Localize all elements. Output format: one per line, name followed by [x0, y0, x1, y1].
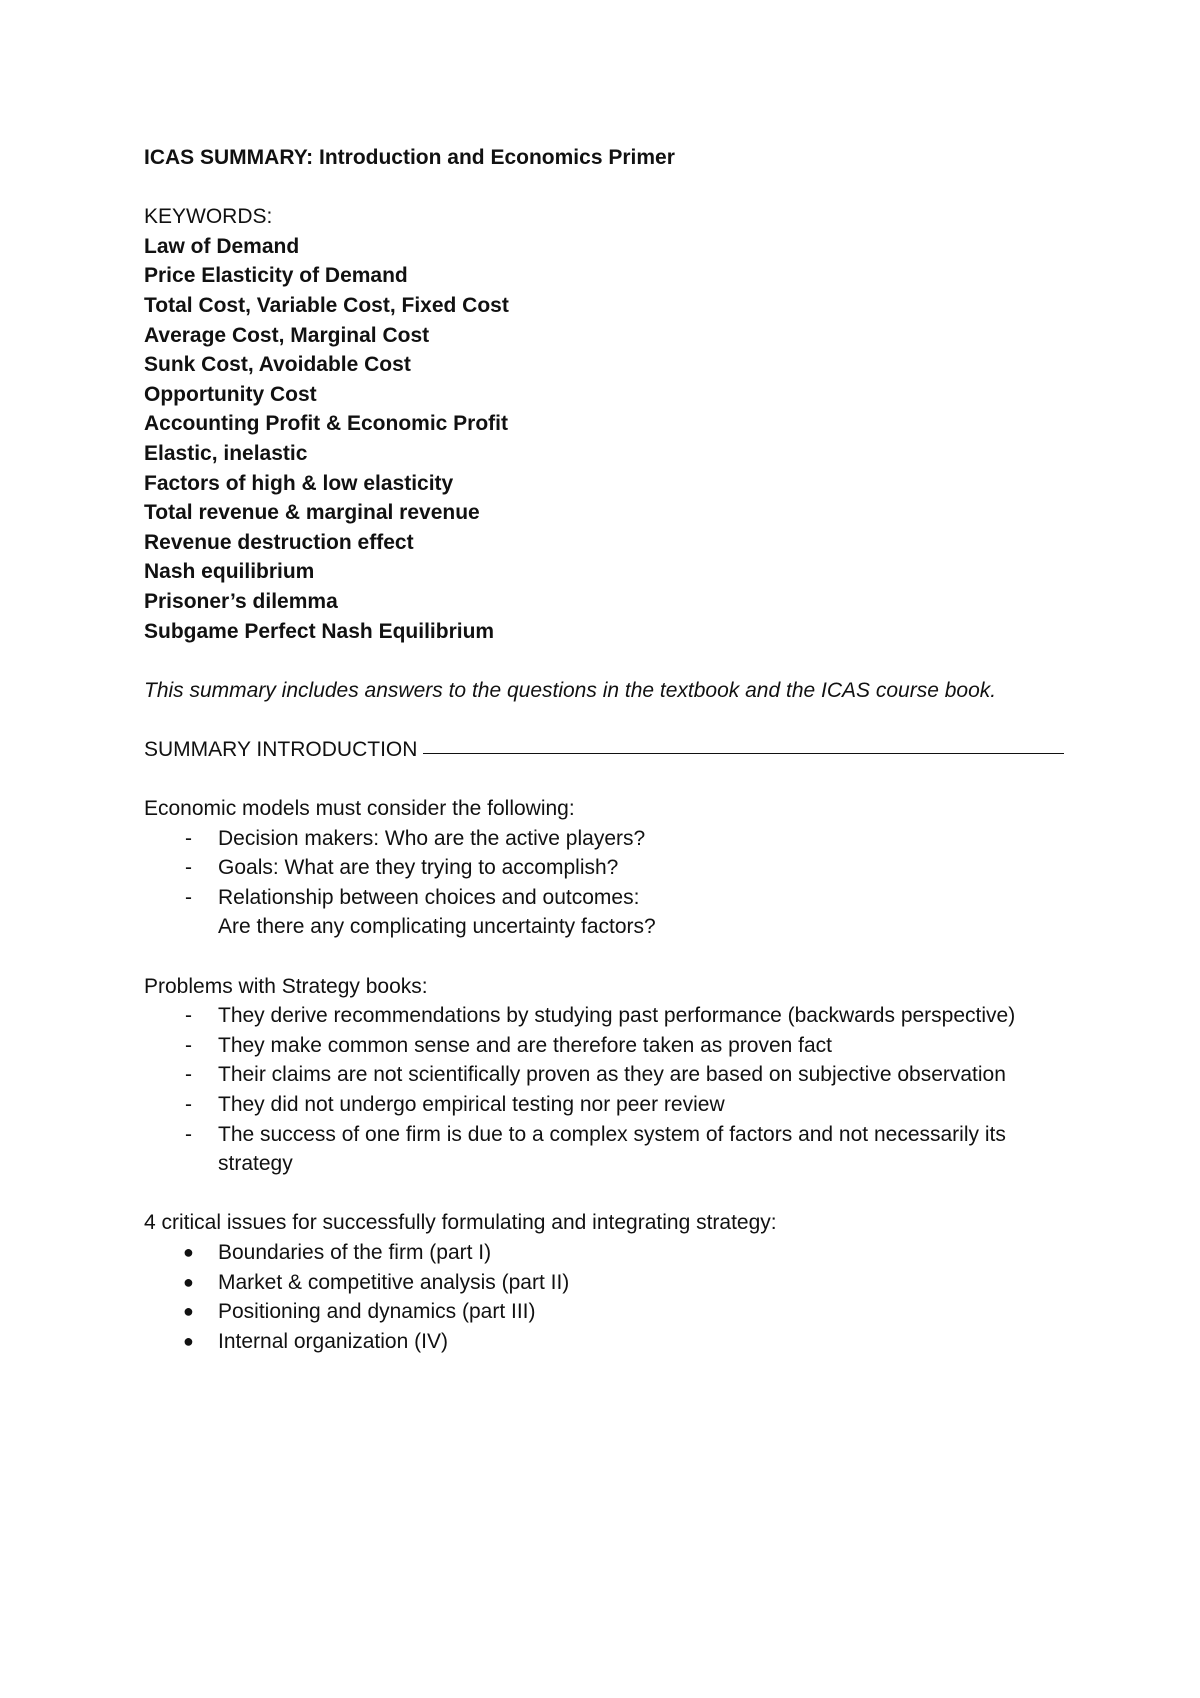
list-item: ● Boundaries of the firm (part I)	[144, 1238, 1064, 1268]
problems-intro: Problems with Strategy books:	[144, 974, 428, 998]
bullet-icon: ●	[183, 1330, 194, 1351]
list-item: - They make common sense and are therefore taken as proven fact	[144, 1031, 1064, 1061]
heading-underline-rule	[423, 752, 1064, 754]
keywords-heading: KEYWORDS:	[144, 205, 273, 229]
list-item: - Goals: What are they trying to accomplish?	[144, 853, 1064, 883]
models-list	[144, 824, 1064, 942]
spacer	[144, 173, 1064, 203]
list-item: - The success of one firm is due to a complex system of factors and not necessarily its strategy	[144, 1120, 1064, 1179]
list-item: - They did not undergo empirical testing nor peer review	[144, 1090, 1064, 1120]
dash-marker: -	[185, 1033, 192, 1057]
issues-intro: 4 critical issues for successfully formulating and integrating strategy:	[144, 1211, 777, 1235]
summary-note: This summary includes answers to the questions in the textbook and the ICAS course book.	[144, 678, 997, 702]
document-title: ICAS SUMMARY: Introduction and Economics Primer	[144, 146, 675, 169]
bullet-icon: ●	[183, 1241, 194, 1262]
list-item: - Relationship between choices and outcomes:	[144, 883, 1064, 913]
dash-marker: -	[185, 885, 192, 909]
keyword-item: Sunk Cost, Avoidable Cost	[144, 353, 411, 377]
dash-marker: -	[185, 1004, 192, 1028]
spacer	[144, 705, 1064, 735]
keyword-item: Revenue destruction effect	[144, 530, 414, 554]
keyword-item: Prisoner’s dilemma	[144, 589, 338, 613]
keyword-item: Factors of high & low elasticity	[144, 471, 454, 495]
list-item: - Decision makers: Who are the active players?	[144, 824, 1064, 854]
keyword-item: Law of Demand	[144, 234, 300, 258]
problems-list	[144, 1001, 1064, 1179]
bullet-icon: ●	[183, 1271, 194, 1292]
keyword-item: Subgame Perfect Nash Equilibrium	[144, 619, 495, 643]
issues-list	[144, 1238, 1064, 1356]
spacer	[144, 646, 1064, 676]
dash-marker: -	[185, 826, 192, 850]
list-item: ● Internal organization (IV)	[144, 1327, 1064, 1357]
dash-marker: -	[185, 1063, 192, 1087]
bullet-icon: ●	[183, 1301, 194, 1322]
spacer	[144, 764, 1064, 794]
keyword-item: Total Cost, Variable Cost, Fixed Cost	[144, 293, 509, 317]
list-item: - They derive recommendations by studying past performance (backwards perspective)	[144, 1001, 1064, 1031]
keywords-list	[144, 232, 1064, 646]
section-heading-text: SUMMARY INTRODUCTION	[144, 737, 418, 761]
section-heading	[144, 735, 1064, 765]
list-item-continuation: Are there any complicating uncertainty factors?	[218, 915, 656, 939]
keyword-item: Nash equilibrium	[144, 560, 315, 584]
keyword-item: Elastic, inelastic	[144, 441, 308, 465]
models-intro: Economic models must consider the following:	[144, 797, 575, 821]
spacer	[144, 1179, 1064, 1209]
keyword-item: Price Elasticity of Demand	[144, 264, 408, 288]
keyword-item: Accounting Profit & Economic Profit	[144, 412, 509, 436]
dash-marker: -	[185, 1093, 192, 1116]
document-page	[144, 143, 1064, 1356]
keyword-item: Average Cost, Marginal Cost	[144, 323, 430, 347]
spacer	[144, 942, 1064, 972]
keyword-item: Total revenue & marginal revenue	[144, 501, 480, 525]
dash-marker: -	[185, 856, 192, 880]
dash-marker: -	[185, 1122, 192, 1146]
keyword-item: Opportunity Cost	[144, 382, 317, 406]
list-item: ● Market & competitive analysis (part II)	[144, 1268, 1064, 1298]
list-item: - Their claims are not scientifically proven as they are based on subjective observation	[144, 1060, 1064, 1090]
list-item: ● Positioning and dynamics (part III)	[144, 1297, 1064, 1327]
